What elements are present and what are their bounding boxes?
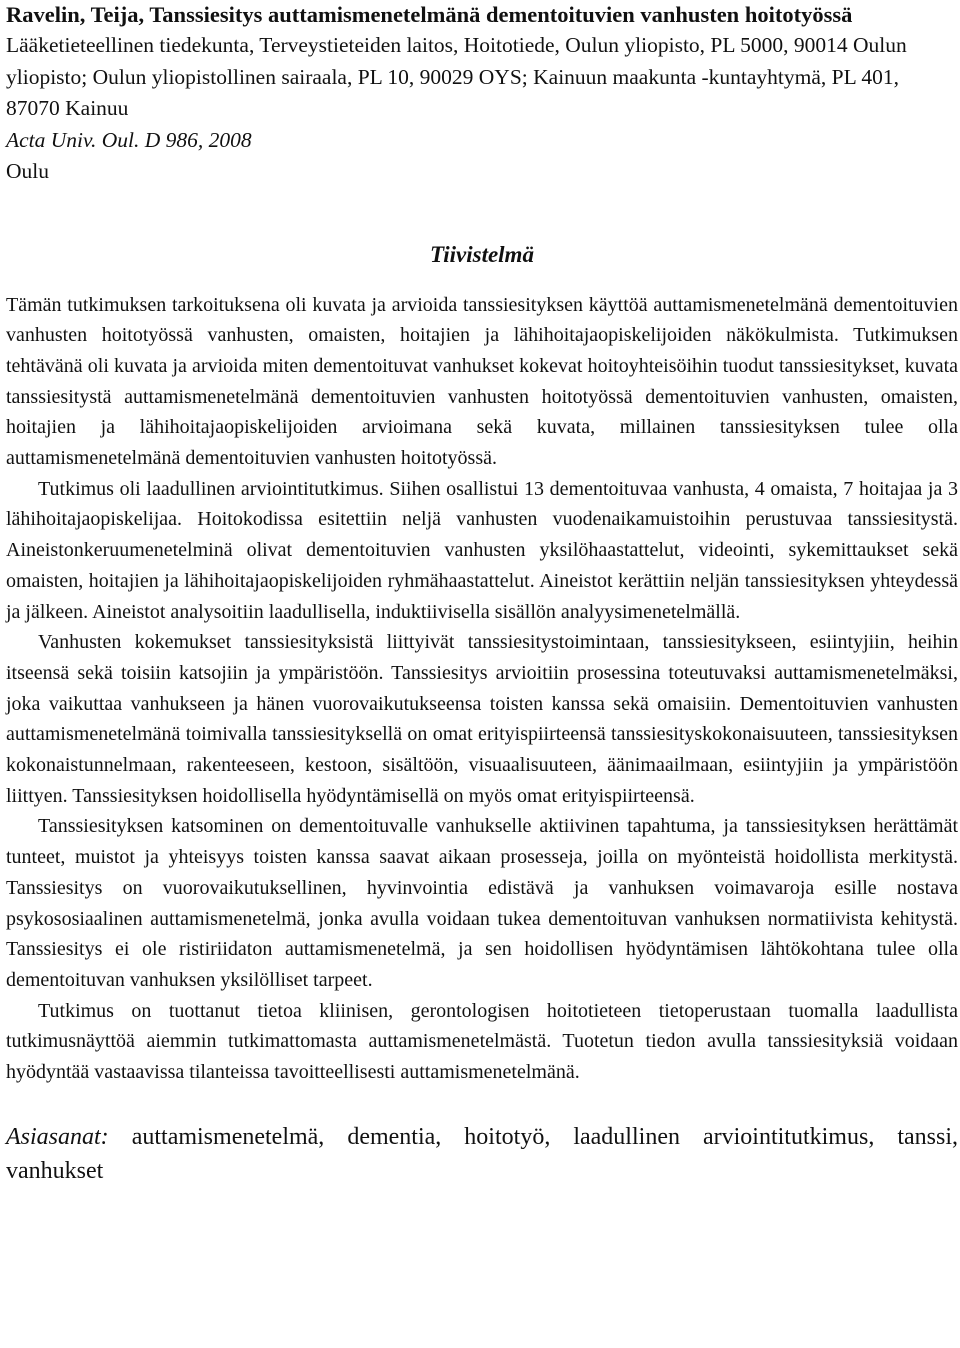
abstract-body [6,290,958,1088]
document-page [6,0,958,1188]
abstract-paragraph: Tutkimus oli laadullinen arviointitutkimus. Siihen osallistui 13 dementoituvaa vanhusta, 4 omaista, 7 hoitajaa ja 3 lähihoitajaopiskelijaa. Hoitokodissa esitettiin neljä vanhusten vuodenaikamuistoihin perustuvaa tanssiesitystä. Aineistonkeruumenetelminä olivat dementoituvien vanhusten yksilöhaastattelut, videointi, sykemittaukset sekä omaisten, hoitajien ja lähihoitajaopiskelijoiden ryhmähaastattelut. Aineistot kerättiin neljän tanssiesityksen yhteydessä ja jälkeen. Aineistot analysoitiin laadullisella, induktiivisella sisällön analyysimenetelmällä. [6,477,958,623]
keywords [6,1120,958,1188]
abstract-paragraph: Tanssiesityksen katsominen on dementoituvalle vanhukselle aktiivinen tapahtuma, ja tanssiesityksen herättämät tunteet, muistot ja yhteisyys toisten kanssa saavat aikaan prosesseja, joilla on myönteistä hoidollista merkitystä. Tanssiesitys on vuorovaikutuksellinen, hyvinvointia edistävä ja vanhuksen voimavaroja esille nostava psykososiaalinen auttamismenetelmä, jonka avulla voidaan tukea dementoituvan vanhuksen normatiivista kehitystä. Tanssiesitys ei ole ristiriidaton auttamismenetelmä, ja sen hoidollisen hyödyntämisen lähtökohtana tulee olla dementoituvan vanhuksen yksilölliset tarpeet. [6,815,958,991]
keywords-label: Asiasanat: [6,1123,109,1150]
abstract-title: Tiivistelmä [430,241,534,267]
publication-place: Oulu [6,159,49,183]
publication-series: Acta Univ. Oul. D 986, 2008 [6,127,252,152]
abstract-paragraph: Tutkimus on tuottanut tietoa kliinisen, gerontologisen hoitotieteen tietoperustaan tuomalla laadullista tutkimusnäyttöä aiemmin tutkimattomasta auttamismenetelmästä. Tuotetun tiedon avulla tanssiesityksiä voidaan hyödyntää vastaavissa tilanteissa tavoitteellisesti auttamismenetelmänä. [6,999,958,1084]
author-affiliation: Lääketieteellinen tiedekunta, Terveystieteiden laitos, Hoitotiede, Oulun yliopisto, PL 5000, 90014 Oulun yliopisto; Oulun yliopistollinen sairaala, PL 10, 90029 OYS; Kainuun maakunta -kuntayhtymä, PL 401, 87070 Kainuu [6,33,907,120]
abstract-paragraph: Vanhusten kokemukset tanssiesityksistä liittyivät tanssiesitystoimintaan, tanssiesitykseen, esiintyjiin, heihin itseensä sekä toisiin katsojiin ja ympäristöön. Tanssiesitys arvioitiin prosessina toteutuvaksi auttamismenetelmäksi, joka vaikuttaa vanhukseen ja hänen vuorovaikutukseensa toisten kanssa sekä omaisiin. Dementoituvien vanhusten auttamismenetelmänä toimivalla tanssiesityksellä on omat erityispiirteensä tanssiesityskokonaisuuteen, tanssiesityksen kokonaistunnelmaan, rakenteeseen, kestoon, sisältöön, visuaalisuuteen, äänimaailmaan, esiintyjiin ja ympäristöön liittyen. Tanssiesityksen hoidollisella hyödyntämisellä on myös omat erityispiirteensä. [6,631,958,807]
document-heading: Ravelin, Teija, Tanssiesitys auttamismenetelmänä dementoituvien vanhusten hoitotyössä [6,2,853,27]
keywords-list: auttamismenetelmä, dementia, hoitotyö, laadullinen arviointitutkimus, tanssi, vanhukset [6,1123,959,1184]
abstract-paragraph: Tämän tutkimuksen tarkoituksena oli kuvata ja arvioida tanssiesityksen käyttöä auttamismenetelmänä dementoituvien vanhusten hoitotyössä vanhusten, omaisten, hoitajien ja lähihoitajaopiskelijoiden näkökulmista. Tutkimuksen tehtävänä oli kuvata ja arvioida miten dementoituvat vanhukset kokevat hoitoyhteisöihin tuodut tanssiesitykset, kuvata tanssiesitystä auttamismenetelmänä dementoituvien vanhusten hoitotyössä dementoituvien vanhusten, omaisten, hoitajien ja lähihoitajaopiskelijoiden arvioimana sekä kuvata, millainen tanssiesityksen tulee olla auttamismenetelmänä dementoituvien vanhusten hoitotyössä. [6,293,958,470]
